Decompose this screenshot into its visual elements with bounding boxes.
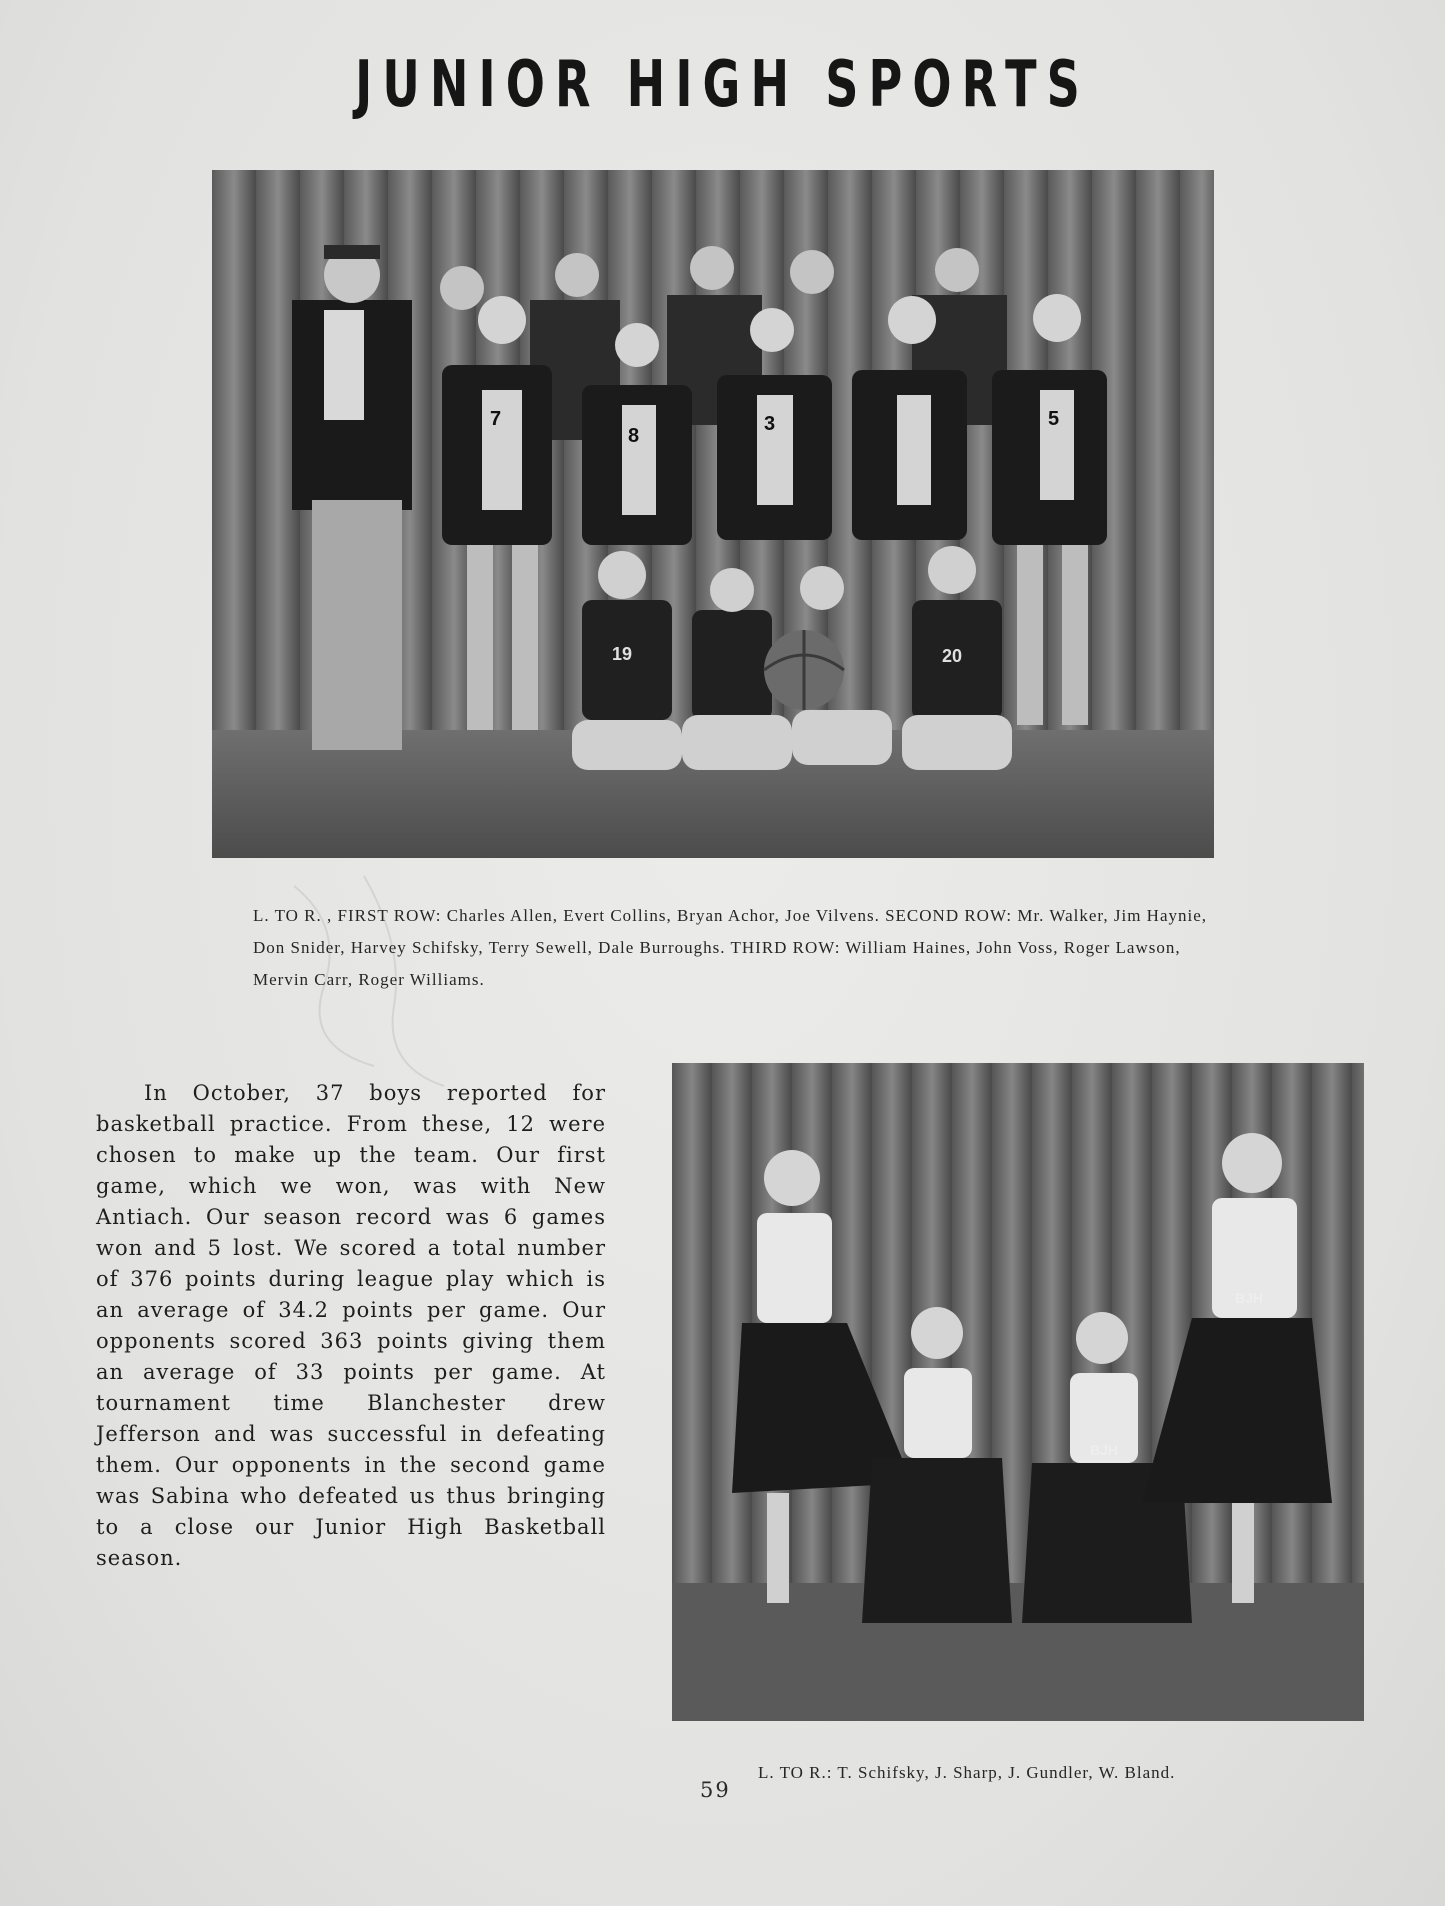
article-paragraph: In October, 37 boys reported for basketball practice. From these, 12 were chosen to make up the team. Our first game, which we won, was with New Antiach. Our season record was 6 games won and 5 lost. We scored a total number of 376 points during league play which is an average of 34.2 points per game. Our opponents scored 363 points giving them an average of 33 points per game. At tournament time Blanchester drew Jefferson and was successful in defeating them. Our opponents in the second game was Sabina who defeated us thus bringing to a close our Junior High Basketball season. <box>96 1081 606 1570</box>
page-number: 59 <box>700 1778 731 1802</box>
cheerleaders-photo <box>672 1063 1364 1721</box>
jersey-number: 20 <box>942 646 963 666</box>
jersey-number: 19 <box>612 644 633 664</box>
page-title: JUNIOR HIGH SPORTS <box>355 48 1090 122</box>
pencil-mark-decoration <box>284 866 524 1096</box>
cheer-photo-caption: L. TO R.: T. Schifsky, J. Sharp, J. Gundler, W. Bland. <box>758 1763 1176 1782</box>
jersey-number: 3 <box>764 413 776 435</box>
jersey-number: 7 <box>490 408 502 430</box>
jersey-number: 8 <box>628 425 640 447</box>
article-body <box>96 1078 606 1574</box>
jersey-number: 5 <box>1048 408 1060 430</box>
belt-lettering: BJH <box>1090 1442 1119 1458</box>
basketball-team-photo <box>212 170 1214 858</box>
team-photo-caption: L. TO R. , FIRST ROW: Charles Allen, Evert Collins, Bryan Achor, Joe Vilvens. SECOND ROW: Mr. Walker, Jim Haynie, Don Snider, Harvey Schifsky, Terry Sewell, Dale Burroughs. THIRD ROW: William Haines, John Voss, Roger Lawson, Mervin Carr, Roger Williams. <box>253 906 1208 989</box>
belt-lettering: BJH <box>1235 1290 1264 1306</box>
